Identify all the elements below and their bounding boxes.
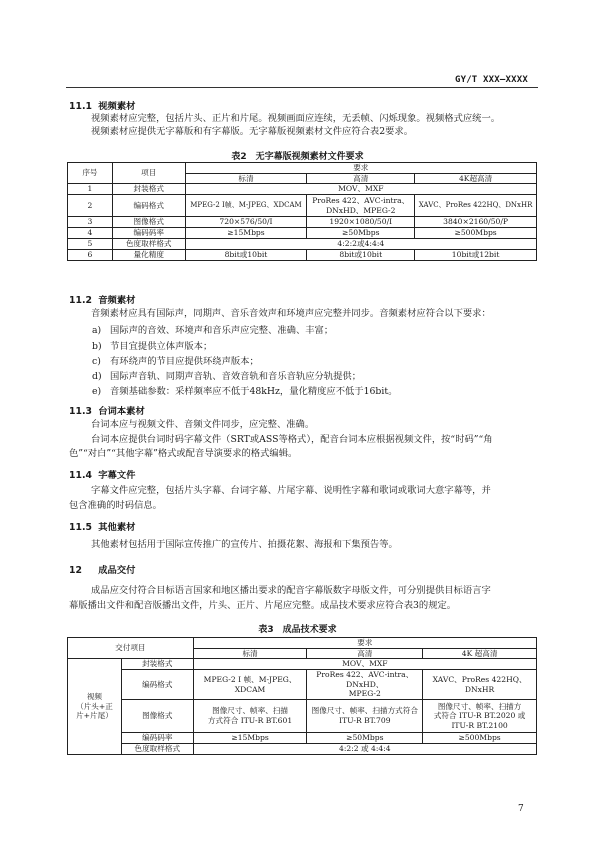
table-cell: 5 bbox=[68, 239, 113, 250]
cell-line: 片+片尾） bbox=[76, 711, 113, 721]
cell-line: MPEG-2 bbox=[348, 689, 381, 699]
section-11-4-heading bbox=[69, 467, 135, 481]
table-header: 交付项目 bbox=[68, 638, 194, 659]
table-row bbox=[68, 184, 537, 195]
paragraph-line: 色”“对白”“其他字幕”格式或配音导演要求的格式编辑。 bbox=[69, 448, 298, 459]
list-text: 有环绕声的节目应提供环绕声版本； bbox=[110, 356, 259, 367]
list-text: 国际声音轨、同期声音轨、音效音轨和音乐音轨应分轨提供； bbox=[110, 371, 362, 382]
paragraph-line: 包含准确的时码信息。 bbox=[69, 500, 162, 511]
table-cell bbox=[307, 195, 415, 217]
table-row bbox=[68, 699, 537, 732]
section-number: 11.1 bbox=[69, 101, 92, 112]
table-cell: 色度取样格式 bbox=[121, 743, 193, 754]
table-row bbox=[68, 228, 537, 239]
table-cell: MOV、MXF bbox=[185, 184, 536, 195]
table-row bbox=[68, 239, 537, 250]
list-marker: d) bbox=[92, 371, 102, 382]
table-cell: 4:2:2或4:4:4 bbox=[185, 239, 536, 250]
table-header: 标清 bbox=[185, 173, 307, 184]
section-title: 视频素材 bbox=[98, 101, 136, 112]
section-title: 成品交付 bbox=[98, 565, 136, 576]
paragraph-line: 成品应交付符合目标语言国家和地区播出要求的配音字幕版数字母版文件，可分别提供目标语言字 bbox=[91, 585, 491, 596]
list-text: 音频基础参数：采样频率应不低于48kHz，量化精度应不低于16bit。 bbox=[110, 386, 398, 397]
table-cell: 1 bbox=[68, 184, 113, 195]
table2-caption: 表2 无字幕版视频素材文件要求 bbox=[231, 152, 364, 162]
table-cell: 8bit或10bit bbox=[185, 250, 307, 261]
table-cell: 1920×1080/50/I bbox=[307, 217, 415, 228]
table-cell: 720×576/50/I bbox=[185, 217, 307, 228]
table-cell: ≥15Mbps bbox=[193, 732, 307, 743]
header-rule bbox=[66, 87, 538, 88]
table-cell bbox=[307, 699, 423, 732]
table-cell bbox=[307, 670, 423, 700]
cell-line: ProRes 422、AVC-intra、DNxHD、 bbox=[316, 670, 414, 689]
table-cell: 量化精度 bbox=[112, 250, 185, 261]
table-cell: 编码格式 bbox=[121, 670, 193, 700]
cell-line: XDCAM bbox=[234, 684, 266, 694]
cell-line: DNxHR bbox=[464, 684, 495, 694]
paragraph-line: 幕版播出文件和配音版播出文件，片头、正片、片尾应完整。成品技术要求应符合表3的规定。 bbox=[69, 600, 457, 611]
cell-line: ITU-R BT.2100 bbox=[451, 720, 508, 730]
section-11-2-heading bbox=[69, 292, 135, 306]
cell-line: 图像尺寸、帧率、扫描方 bbox=[437, 701, 522, 711]
list-marker: c) bbox=[92, 356, 101, 367]
paragraph-line: 音频素材应具有国际声，同期声、音乐音效声和环境声应完整并同步。音频素材应符合以下要求： bbox=[91, 308, 491, 319]
cell-line: 视频 bbox=[86, 692, 103, 702]
table-row bbox=[68, 195, 537, 217]
table-cell: 2 bbox=[68, 195, 113, 217]
list-marker: a) bbox=[92, 325, 102, 336]
list-marker: e) bbox=[92, 386, 102, 397]
section-title: 台词本素材 bbox=[98, 406, 145, 417]
cell-line: 方式符合 ITU-R BT.601 bbox=[207, 715, 293, 725]
section-number: 11.4 bbox=[69, 470, 92, 481]
table-header: 要求 bbox=[185, 163, 536, 174]
table-cell: XAVC、ProRes 422HQ、DNxHR bbox=[415, 195, 537, 217]
table-cell bbox=[423, 699, 537, 732]
table-row bbox=[68, 670, 537, 700]
table-cell: ≥15Mbps bbox=[185, 228, 307, 239]
cell-line: DNxHD、MPEG-2 bbox=[326, 205, 396, 215]
cell-line: MPEG-2 I 帧、M-JPEG、 bbox=[203, 674, 297, 684]
table-cell: MOV、MXF bbox=[193, 659, 536, 670]
group-label bbox=[68, 659, 122, 755]
table-cell: 10bit或12bit bbox=[415, 250, 537, 261]
table-cell: 4:2:2 或 4:4:4 bbox=[193, 743, 536, 754]
section-11-5-heading bbox=[69, 519, 135, 533]
section-number: 12 bbox=[69, 565, 82, 576]
section-title: 其他素材 bbox=[98, 522, 136, 533]
list-text: 国际声的音效、环境声和音乐声应完整、准确、丰富； bbox=[110, 325, 334, 336]
table-cell: 6 bbox=[68, 250, 113, 261]
table-cell: 3 bbox=[68, 217, 113, 228]
paragraph-line: 字幕文件应完整，包括片头字幕、台词字幕、片尾字幕、说明性字幕和歌词或歌词大意字幕等，并 bbox=[91, 485, 491, 496]
cell-line: 图像尺寸、帧率、扫描 bbox=[212, 706, 289, 716]
document-code: GY/T XXX—XXXX bbox=[454, 75, 528, 85]
section-number: 11.2 bbox=[69, 295, 92, 306]
table-cell: 编码格式 bbox=[112, 195, 185, 217]
table-cell: 3840×2160/50/P bbox=[415, 217, 537, 228]
table-cell: ≥500Mbps bbox=[423, 732, 537, 743]
table-header: 高清 bbox=[307, 648, 423, 659]
table3 bbox=[67, 637, 537, 755]
table-row bbox=[68, 250, 537, 261]
table-cell bbox=[423, 670, 537, 700]
page-number: 7 bbox=[518, 804, 524, 814]
table-cell bbox=[193, 670, 307, 700]
paragraph-line: 台词本应与视频文件、音频文件同步，应完整、准确。 bbox=[91, 419, 315, 430]
table-cell: MPEG-2 I帧、M-JPEG、XDCAM bbox=[185, 195, 307, 217]
section-title: 字幕文件 bbox=[98, 470, 136, 481]
cell-line: （片头+正 bbox=[76, 701, 113, 711]
list-item bbox=[92, 368, 361, 382]
table-cell: 色度取样格式 bbox=[112, 239, 185, 250]
table3-caption: 表3 成品技术要求 bbox=[258, 625, 337, 635]
section-title: 音频素材 bbox=[98, 295, 136, 306]
table-cell: 封装格式 bbox=[121, 659, 193, 670]
list-marker: b) bbox=[92, 341, 102, 352]
table-cell: 8bit或10bit bbox=[307, 250, 415, 261]
table-header: 4K 超高清 bbox=[423, 648, 537, 659]
table-cell: 图像格式 bbox=[112, 217, 185, 228]
paragraph-line: 视频素材应完整，包括片头、正片和片尾。视频画面应连续，无丢帧、闪烁现象。视频格式应统一。 bbox=[91, 113, 501, 124]
cell-line: XAVC、ProRes 422HQ、 bbox=[432, 674, 527, 684]
table-header: 标清 bbox=[193, 648, 307, 659]
table-header: 要求 bbox=[193, 638, 536, 649]
paragraph-line: 其他素材包括用于国际宣传推广的宣传片、拍摄花絮、海报和下集预告等。 bbox=[91, 539, 398, 550]
table-cell: ≥50Mbps bbox=[307, 732, 423, 743]
section-12-heading bbox=[69, 562, 135, 576]
table-row bbox=[68, 732, 537, 743]
table2 bbox=[67, 162, 537, 261]
list-item bbox=[92, 353, 259, 367]
table-header: 序号 bbox=[68, 163, 113, 184]
paragraph-line: 台词本应提供台词时码字幕文件（SRT或ASS等格式），配音台词本应根据视频文件，按“时码”“角 bbox=[91, 434, 493, 445]
table-cell: 封装格式 bbox=[112, 184, 185, 195]
table-cell: ≥500Mbps bbox=[415, 228, 537, 239]
cell-line: 式符合 ITU-R BT.2020 或 bbox=[433, 711, 526, 721]
section-11-3-heading bbox=[69, 403, 145, 417]
table-cell: 4 bbox=[68, 228, 113, 239]
list-item bbox=[92, 338, 212, 352]
paragraph-line: 视频素材应提供无字幕版和有字幕版。无字幕版视频素材文件应符合表2要求。 bbox=[91, 126, 414, 137]
table-header: 项目 bbox=[112, 163, 185, 184]
list-item bbox=[92, 322, 333, 336]
list-text: 节目宜提供立体声版本； bbox=[110, 341, 213, 352]
section-number: 11.5 bbox=[69, 522, 92, 533]
list-item bbox=[92, 383, 397, 397]
table-cell: 编码码率 bbox=[112, 228, 185, 239]
section-number: 11.3 bbox=[69, 406, 92, 417]
table-row bbox=[68, 743, 537, 754]
table-cell: 图像格式 bbox=[121, 699, 193, 732]
table-row bbox=[68, 217, 537, 228]
table-cell: 编码码率 bbox=[121, 732, 193, 743]
section-11-1-heading bbox=[69, 98, 135, 112]
cell-line: ITU-R BT.709 bbox=[339, 715, 391, 725]
table-header: 4K超高清 bbox=[415, 173, 537, 184]
table-cell bbox=[193, 699, 307, 732]
table-row bbox=[68, 659, 537, 670]
cell-line: ProRes 422、AVC-intra、 bbox=[312, 196, 410, 206]
cell-line: 图像尺寸、帧率、扫描方式符合 bbox=[311, 706, 418, 716]
table-header: 高清 bbox=[307, 173, 415, 184]
table-cell: ≥50Mbps bbox=[307, 228, 415, 239]
